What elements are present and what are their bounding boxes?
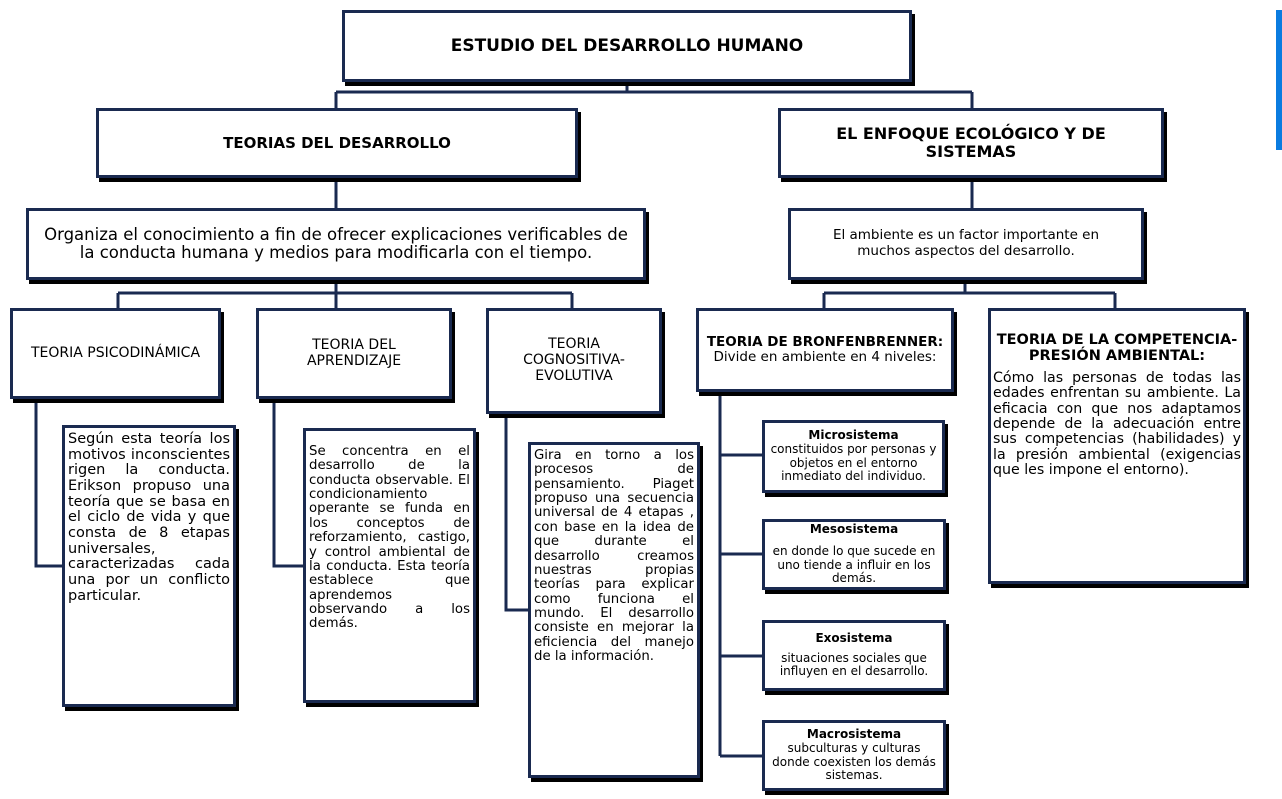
level-exosistema-name: Exosistema <box>815 630 893 645</box>
competence-box <box>988 308 1246 584</box>
ecological-header-box <box>778 108 1164 178</box>
ecological-definition-box <box>788 208 1144 280</box>
level-exosistema-description: situaciones sociales que influyen en el desarrollo. <box>779 650 929 679</box>
theory-cognitive-name: TEORIA COGNOSITIVA-EVOLUTIVA <box>523 336 625 384</box>
theories-header: TEORIAS DEL DESARROLLO <box>223 134 451 152</box>
theory-psychodynamic-box <box>10 308 221 399</box>
theory-cognitive-description: Gira en torno a los procesos de pensamiento. Piaget propuso una secuencia universal de 4 etapas , con base en la idea de que durante el desarrollo creamos nuestras propias teorías para explicar como funciona el mundo. El desarrollo consiste en mejorar la eficiencia del manejo de la información. <box>534 448 694 665</box>
diagram-title: ESTUDIO DEL DESARROLLO HUMANO <box>450 36 804 56</box>
theory-psychodynamic-description: Según esta teoría los motivos inconscientes rigen la conducta. Erikson propuso una teoría que se basa en el ciclo de vida y que consta de 8 etapas universales, caracterizadas cada una por un conflicto particular. <box>68 431 230 604</box>
level-mesosistema-box <box>762 519 946 590</box>
bronfenbrenner-subtitle: Divide en ambiente en 4 niveles: <box>713 349 937 365</box>
ecological-header: EL ENFOQUE ECOLÓGICO Y DE SISTEMAS <box>836 124 1106 161</box>
level-mesosistema-name: Mesosistema <box>809 521 899 536</box>
theory-cognitive-description-box <box>528 442 700 778</box>
ecological-definition: El ambiente es un factor importante en muchos aspectos del desarrollo. <box>832 227 1100 259</box>
competence-description: Cómo las personas de todas las edades enfrentan su ambiente. La eficacia con que nos adaptamos depende de la adecuación entre sus competencias (habilidades) y la presión ambiental (exigencias que les impone el entorno). <box>993 369 1241 478</box>
level-macrosistema-description: subculturas y culturas donde coexisten los demás sistemas. <box>772 740 936 783</box>
theories-definition: Organiza el conocimiento a fin de ofrecer explicaciones verificables de la conducta humana y medios para modificarla con el tiempo. <box>44 225 628 262</box>
theory-learning-description: Se concentra en el desarrollo de la conducta observable. El condicionamiento operante se funda en los conceptos de reforzamiento, castigo, y control ambiental de la conducta. Esta teoría establece que aprendemos observando a los demás. <box>309 444 470 632</box>
level-mesosistema-description: en donde lo que sucede en uno tiende a influir en los demás. <box>772 543 936 586</box>
level-microsistema-box <box>762 420 945 493</box>
theory-learning-description-box <box>303 428 476 703</box>
theory-learning-name: TEORIA DEL APRENDIZAJE <box>306 337 402 369</box>
theories-definition-box <box>26 208 646 280</box>
competence-title: TEORIA DE LA COMPETENCIA-PRESIÓN AMBIENTAL: <box>996 332 1238 364</box>
theory-psychodynamic-description-box <box>62 425 236 707</box>
theories-header-box <box>96 108 578 178</box>
theory-cognitive-box <box>486 308 662 414</box>
bronfenbrenner-box <box>696 308 954 392</box>
level-microsistema-description: constituidos por personas y objetos en el entorno inmediato del individuo. <box>770 441 937 484</box>
theory-psychodynamic-name: TEORIA PSICODINÁMICA <box>30 344 201 361</box>
level-microsistema-name: Microsistema <box>808 427 899 442</box>
theory-learning-box <box>256 308 452 399</box>
bronfenbrenner-title: TEORIA DE BRONFENBRENNER: <box>706 334 944 351</box>
level-macrosistema-box <box>762 720 946 791</box>
window-edge-accent <box>1276 10 1282 150</box>
diagram-title-box <box>342 10 912 82</box>
level-exosistema-box <box>762 620 946 691</box>
level-macrosistema-name: Macrosistema <box>806 726 902 741</box>
